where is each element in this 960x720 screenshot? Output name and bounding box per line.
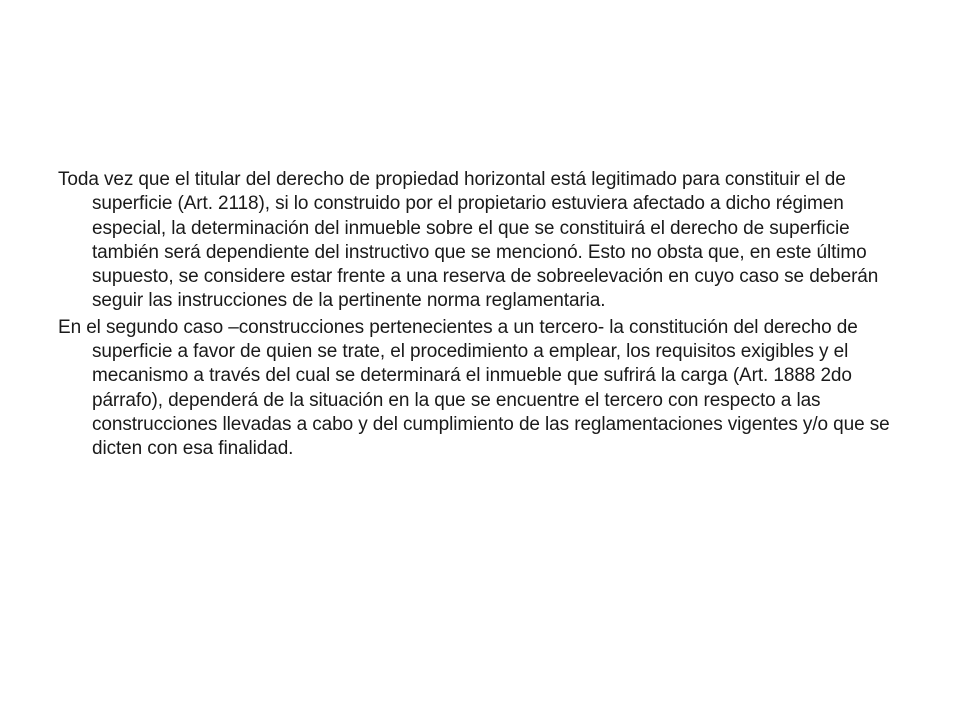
body-paragraph-2: En el segundo caso –construcciones pertenecientes a un tercero- la constitución del derecho de superficie a favor de quien se trate, el procedimiento a emplear, los requisitos exigibles y el mecanismo a través del cual se determinará el inmueble que sufrirá la carga (Art. 1888 2do párrafo), dependerá de la situación en la que se encuentre el tercero con respecto a las construcciones llevadas a cabo y del cumplimiento de las reglamentaciones vigentes y/o que se dicten con esa finalidad. [58, 316, 890, 460]
body-paragraph-1: Toda vez que el titular del derecho de propiedad horizontal está legitimado para constituir el de superficie (Art. 2118), si lo construido por el propietario estuviera afectado a dicho régimen especial, la determinación del inmueble sobre el que se constituirá el derecho de superficie también será dependiente del instructivo que se mencionó. Esto no obsta que, en este último supuesto, se considere estar frente a una reserva de sobreelevación en cuyo caso se deberán seguir las instrucciones de la pertinente norma reglamentaria. [58, 169, 879, 312]
slide-body [58, 168, 903, 464]
